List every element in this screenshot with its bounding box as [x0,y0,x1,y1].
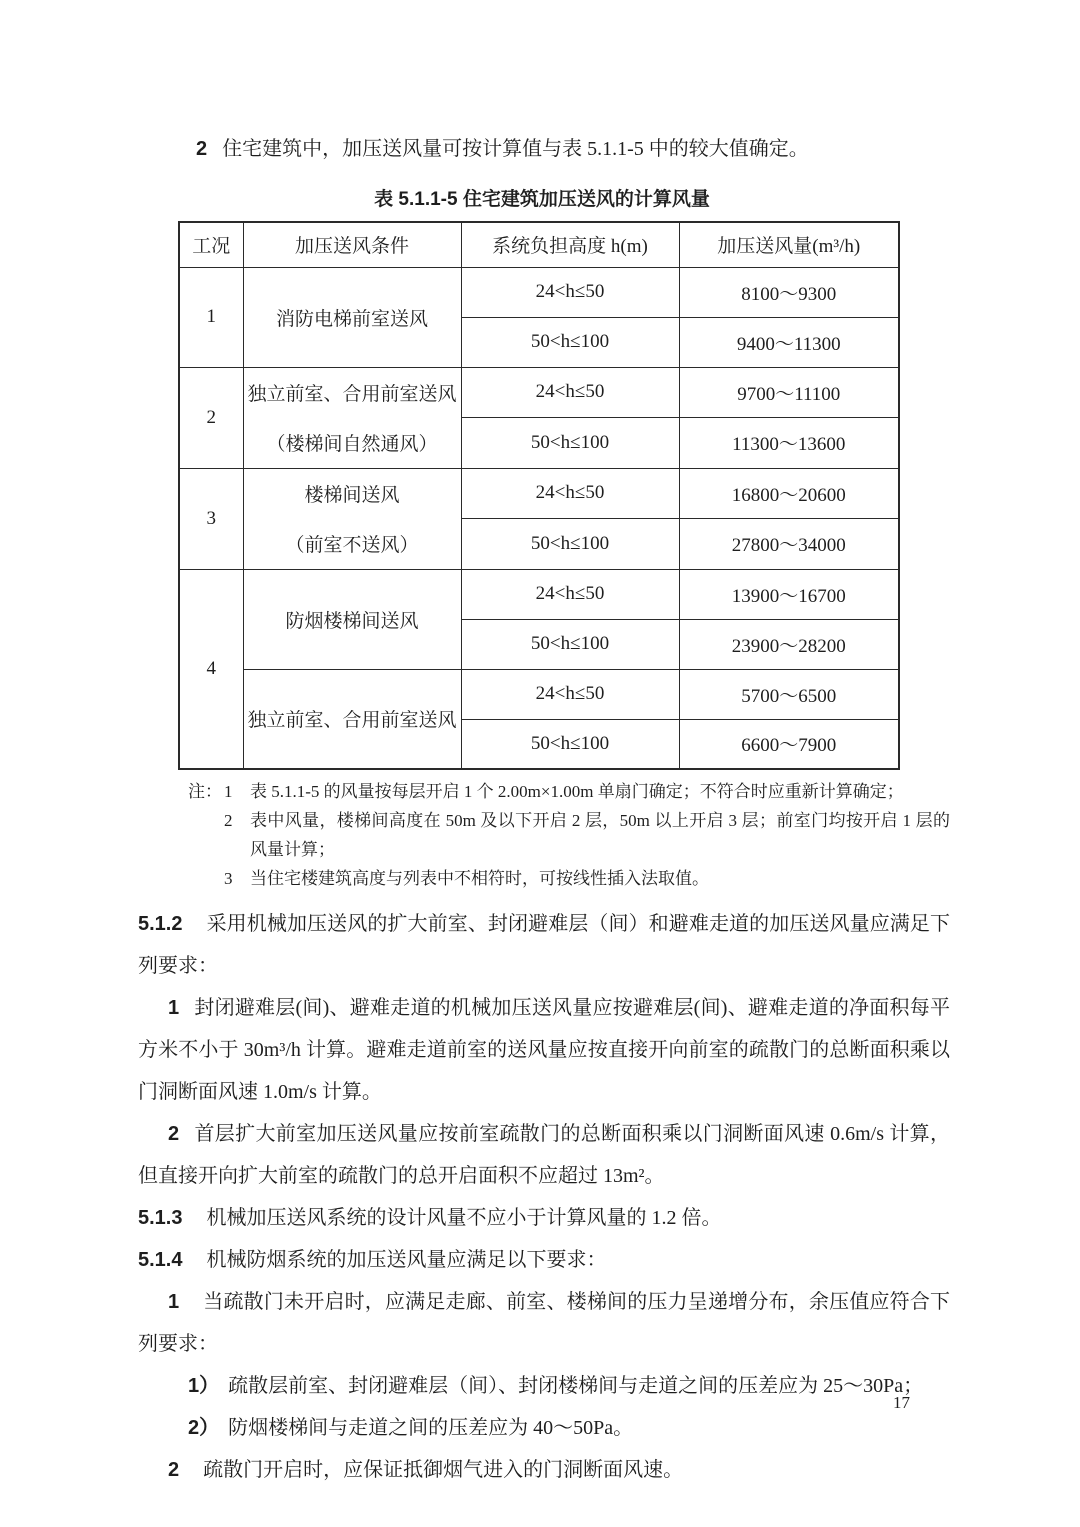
condition-lines [244,469,461,569]
intro-paragraph [138,128,950,171]
table-row [179,367,899,418]
clause-5-1-4-item-2 [138,1449,950,1491]
note-number: 1 [224,782,233,801]
table-row [179,267,899,317]
case-cell: 2 [179,367,243,468]
condition-line2: （前室不送风） [285,535,419,556]
volume-cell: 8100～9300 [679,267,899,317]
note-label-spacer [188,806,224,864]
subitem-text: 疏散层前室、封闭避难层（间）、封闭楼梯间与走道之间的压差应为 25～30Pa； [228,1375,924,1397]
table-row [179,669,899,719]
col-header-case: 工况 [179,222,243,267]
pressurization-air-volume-table [178,221,900,770]
condition-cell: 消防电梯前室送风 [243,267,461,367]
note-text: 表中风量，楼梯间高度在 50m 及以下开启 2 层，50m 以上开启 3 层；前室门均按开启 1 层的风量计算； [250,811,950,859]
volume-cell: 11300～13600 [679,418,899,469]
col-header-volume: 加压送风量(m³/h) [679,222,899,267]
volume-cell: 23900～28200 [679,619,899,669]
note-label: 注： [188,782,222,801]
item-text: 疏散门开启时，应保证抵御烟气进入的门洞断面风速。 [203,1459,684,1481]
volume-cell: 9400～11300 [679,317,899,367]
clause-number: 5.1.4 [138,1249,183,1271]
page-content [138,128,950,1491]
clause-number: 5.1.3 [138,1207,183,1229]
table-header-row [179,222,899,267]
intro-item-number: 2 [196,138,208,160]
case-cell: 1 [179,267,243,367]
clause-5-1-3 [138,1197,950,1239]
condition-cell: 独立前室、合用前室送风 [243,669,461,769]
clause-5-1-4 [138,1239,950,1281]
height-cell: 24<h≤50 [461,468,679,519]
item-text: 当疏散门未开启时，应满足走廊、前室、楼梯间的压力呈递增分布，余压值应符合下列要求： [138,1291,950,1355]
subitem-number: 2） [188,1417,220,1439]
subitem-text: 防烟楼梯间与走道之间的压差应为 40～50Pa。 [228,1417,634,1439]
condition-line2: （楼梯间自然通风） [266,434,438,455]
clause-number: 5.1.2 [138,913,183,935]
case-cell: 4 [179,569,243,769]
note-item [188,777,950,806]
condition-cell [243,468,461,569]
note-text: 表 5.1.1-5 的风量按每层开启 1 个 2.00m×1.00m 单扇门确定；不符合时应重新计算确定； [250,782,904,801]
height-cell: 50<h≤100 [461,719,679,769]
note-item [188,806,950,864]
note-number: 3 [224,869,233,888]
table-notes [188,777,950,893]
note-label-spacer [188,864,224,893]
clause-5-1-2-item-2 [138,1113,950,1197]
height-cell: 50<h≤100 [461,519,679,570]
note-item [188,864,950,893]
note-text: 当住宅楼建筑高度与列表中不相符时，可按线性插入法取值。 [250,869,709,888]
note-number: 2 [224,811,233,830]
item-text: 首层扩大前室加压送风量应按前室疏散门的总断面积乘以门洞断面风速 0.6m/s 计算，但直接开向扩大前室的疏散门的总开启面积不应超过 13m²。 [138,1123,950,1187]
col-header-condition: 加压送风条件 [243,222,461,267]
table-title: 表 5.1.1-5 住宅建筑加压送风的计算风量 [374,189,710,210]
item-number: 1 [168,1291,180,1313]
item-number: 2 [168,1459,180,1481]
condition-line1: 楼梯间送风 [304,485,400,506]
condition-lines [244,368,461,468]
clause-5-1-4-subitem-1 [138,1365,950,1407]
height-cell: 24<h≤50 [461,367,679,418]
clause-5-1-4-item-1 [138,1281,950,1365]
clause-5-1-2 [138,903,950,987]
condition-cell [243,367,461,468]
volume-cell: 9700～11100 [679,367,899,418]
intro-text: 住宅建筑中，加压送风量可按计算值与表 5.1.1-5 中的较大值确定。 [222,138,809,160]
height-cell: 50<h≤100 [461,619,679,669]
item-number: 2 [168,1123,180,1145]
clause-5-1-4-subitem-2 [138,1407,950,1449]
volume-cell: 27800～34000 [679,519,899,570]
height-cell: 24<h≤50 [461,669,679,719]
volume-cell: 6600～7900 [679,719,899,769]
col-header-height: 系统负担高度 h(m) [461,222,679,267]
item-text: 封闭避难层(间)、避难走道的机械加压送风量应按避难层(间)、避难走道的净面积每平方米不小于 30m³/h 计算。避难走道前室的送风量应按直接开向前室的疏散门的总断面积乘以门洞断面风速 1.0m/s 计算。 [138,997,950,1103]
height-cell: 50<h≤100 [461,418,679,469]
height-cell: 50<h≤100 [461,317,679,367]
clause-text: 机械加压送风系统的设计风量不应小于计算风量的 1.2 倍。 [206,1207,722,1229]
table-row [179,468,899,519]
height-cell: 24<h≤50 [461,569,679,619]
condition-cell: 防烟楼梯间送风 [243,569,461,669]
volume-cell: 5700～6500 [679,669,899,719]
page-number: 17 [893,1393,910,1412]
case-cell: 3 [179,468,243,569]
subitem-number: 1） [188,1375,220,1397]
table-row [179,569,899,619]
item-number: 1 [168,997,180,1019]
clause-text: 采用机械加压送风的扩大前室、封闭避难层（间）和避难走道的加压送风量应满足下列要求： [138,913,950,977]
clause-text: 机械防烟系统的加压送风量应满足以下要求： [206,1249,607,1271]
height-cell: 24<h≤50 [461,267,679,317]
clause-5-1-2-item-1 [138,987,950,1113]
volume-cell: 16800～20600 [679,468,899,519]
condition-line1: 独立前室、合用前室送风 [247,384,457,405]
volume-cell: 13900～16700 [679,569,899,619]
